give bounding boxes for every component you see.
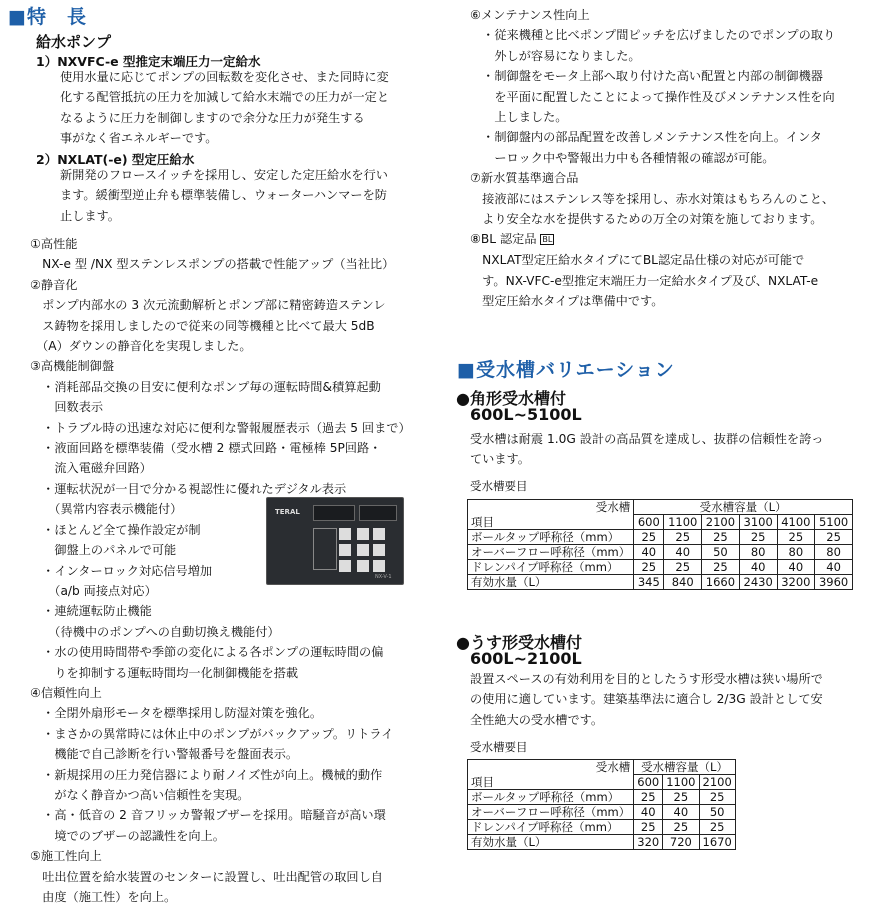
item2-line: 止します。 [60, 208, 120, 223]
row-label: ドレンパイプ呼称径（mm） [468, 820, 634, 835]
feature-line: 流入電磁弁回路） [30, 461, 152, 476]
feature-line: 機能で自己診断を行い警報番号を盤面表示。 [30, 747, 299, 762]
panel-brand: TERAL [275, 508, 300, 516]
panel-button [373, 544, 385, 556]
bl-label: ⑧BL 認定品 [470, 232, 537, 247]
row-label: ボールタップ呼称径（mm） [468, 790, 634, 805]
table-cell: 25 [702, 530, 740, 545]
row-label: オーバーフロー呼称径（mm） [468, 545, 634, 560]
panel-button [339, 528, 351, 540]
table-cell: 25 [699, 820, 735, 835]
feature-line: ポンプ内部水の 3 次元流動解析とポンプ部に精密鋳造ステンレ [30, 298, 386, 313]
feature-line: ⑦新水質基準適合品 [470, 171, 579, 186]
feature-line: 接液部にはステンレス等を採用し、赤水対策はもちろんのこと、 [470, 191, 835, 206]
table-cell: 25 [699, 790, 735, 805]
table-row [468, 530, 853, 545]
feature-line: りを抑制する運転時間均一化制御機能を搭載 [30, 665, 299, 680]
control-panel-image [266, 497, 404, 585]
feature-line: 吐出位置を給水装置のセンターに設置し、吐出配管の取回し自 [30, 869, 383, 884]
feature-line: ーロック中や警報出力中も各種情報の確認が可能。 [470, 150, 775, 165]
feature-line: 回数表示 [30, 400, 104, 415]
feature-line: 型定圧給水タイプは準備中です。 [470, 293, 664, 308]
table-cell: 320 [634, 835, 663, 850]
feature-line: ・制御盤内の部品配置を改善しメンテナンス性を向上。インタ [470, 130, 822, 145]
feature-line: ・制御盤をモータ上部へ取り付けた高い配置と内部の制御機器 [470, 69, 823, 84]
feature-line: NX-e 型 /NX 型ステンレスポンプの搭載で性能アップ（当社比） [30, 257, 395, 272]
item1-line: 化する配管抵抗の圧力を加減して給水末端での圧力が一定と [60, 90, 390, 105]
feature-line: より安全な水を提供するための万全の対策を施しております。 [470, 212, 823, 227]
row-label: ボールタップ呼称径（mm） [468, 530, 634, 545]
feature-line: ③高機能制御盤 [30, 359, 115, 374]
table-cell: 40 [777, 560, 815, 575]
feature-line: NXLAT型定圧給水タイプにてBL認定品仕様の対応が可能で [470, 253, 805, 268]
item1-line: 使用水量に応じてポンプの回転数を変化させ、また同時に変 [60, 70, 389, 84]
feature-line: ・液面回路を標準装備（受水槽 2 標式回路・電極棒 5P回路・ [30, 441, 382, 456]
header-capacity: 受水槽容量（L） [634, 760, 736, 775]
table-row [468, 820, 736, 835]
table-cell: 80 [815, 545, 853, 560]
tanks-title: ■受水槽バリエーション [457, 359, 675, 381]
table-cell: 25 [739, 530, 777, 545]
feature-line: 御盤上のパネルで可能 [30, 543, 177, 558]
features-list-right [470, 5, 835, 311]
header-item: 項目 [468, 515, 634, 530]
item1-line: 事がなく省エネルギーです。 [60, 131, 218, 146]
table-cell: 25 [634, 820, 663, 835]
table-cell: 25 [664, 530, 702, 545]
table-cell: 720 [663, 835, 699, 850]
table-cell: 1670 [699, 835, 735, 850]
feature-line: ⑥メンテナンス性向上 [470, 8, 590, 22]
feature-line: がなく静音かつ高い信頼性を実現。 [30, 787, 250, 802]
square-table-title: 受水槽要目 [470, 479, 528, 493]
desc-line: の使用に適しています。建築基準法に適合し 2/3G 設計として安 [470, 692, 823, 707]
table-cell: 1660 [702, 575, 740, 590]
panel-button [339, 544, 351, 556]
feature-line: ・まさかの異常時には休止中のポンプがバックアップ。リトライ [30, 726, 394, 741]
table-cell: 40 [663, 805, 699, 820]
bl-mark-icon: BL [542, 234, 553, 244]
table-cell: 25 [815, 530, 853, 545]
feature-line: 由度（施工性）を向上。 [30, 890, 177, 904]
feature-line: ・水の使用時間帯や季節の変化による各ポンプの運転時間の偏 [30, 645, 384, 660]
table-cell: 3960 [815, 575, 853, 590]
item2-line: ます。緩衝型逆止弁も標準装備し、ウォーターハンマーを防 [60, 188, 387, 203]
table-cell: 3200 [777, 575, 815, 590]
row-label: オーバーフロー呼称径（mm） [468, 805, 634, 820]
capacity-cell: 1100 [663, 775, 699, 790]
desc-line: ています。 [470, 452, 530, 467]
item2-line: 新開発のフロースイッチを採用し、安定した定圧給水を行い [60, 168, 388, 182]
row-label: 有効水量（L） [468, 575, 634, 590]
feature-line: ・新規採用の圧力発信器により耐ノイズ性が向上。機械的動作 [30, 767, 383, 782]
table-cell: 25 [663, 820, 699, 835]
feature-line: ②静音化 [30, 277, 78, 292]
feature-line: （a/b 両接点対応） [30, 583, 157, 598]
capacity-cell: 600 [634, 775, 663, 790]
capacity-cell: 1100 [664, 515, 702, 530]
feature-line: ・従来機種と比べポンプ間ピッチを広げましたのでポンプの取り [470, 28, 836, 43]
feature-line: ④信頼性向上 [30, 685, 102, 700]
thin-spec-table [467, 759, 736, 850]
table-cell: 2430 [739, 575, 777, 590]
table-cell: 25 [634, 560, 664, 575]
capacity-cell: 2100 [699, 775, 735, 790]
table-cell: 25 [663, 790, 699, 805]
table-row [468, 805, 736, 820]
panel-button [373, 528, 385, 540]
table-header-row [468, 775, 736, 790]
feature-line: す。NX-VFC-e型推定末端圧力一定給水タイプ及び、NXLAT-e [470, 273, 819, 288]
feature-line: ・全閉外扇形モータを標準採用し防湿対策を強化。 [30, 706, 323, 721]
header-item: 項目 [468, 775, 634, 790]
desc-line: 全性絶大の受水槽です。 [470, 712, 604, 727]
header-tank: 受水槽 [468, 760, 634, 775]
square-tank-heading: ●角形受水槽付 [456, 389, 566, 408]
table-cell: 50 [702, 545, 740, 560]
thin-table-title: 受水槽要目 [470, 740, 528, 754]
feature-line: ・消耗部品交換の目安に便利なポンプ毎の運転時間&積算起動 [30, 379, 381, 394]
table-row [468, 835, 736, 850]
panel-button [357, 560, 369, 572]
table-row [468, 545, 853, 560]
item2-title: 2）NXLAT(-e) 型定圧給水 [36, 152, 195, 167]
feature-line: （A）ダウンの静音化を実現しました。 [30, 339, 252, 354]
table-header-row [468, 760, 736, 775]
panel-button [357, 528, 369, 540]
feature-line: （待機中のポンプへの自動切換え機能付） [30, 624, 280, 639]
table-cell: 40 [739, 560, 777, 575]
feature-line: 外しが容易になりました。 [470, 48, 641, 63]
square-spec-table [467, 499, 853, 590]
header-tank: 受水槽 [468, 500, 634, 515]
table-cell: 50 [699, 805, 735, 820]
thin-tank-desc [470, 669, 823, 730]
table-cell: 40 [634, 545, 664, 560]
capacity-cell: 2100 [702, 515, 740, 530]
table-cell: 25 [634, 790, 663, 805]
desc-line: 受水槽は耐震 1.0G 設計の高品質を達成し、抜群の信頼性を誇っ [470, 432, 824, 446]
table-row [468, 560, 853, 575]
thin-tank-heading: ●うす形受水槽付 [456, 633, 582, 652]
features-title: ■特 長 [8, 6, 87, 28]
feature-line: ・トラブル時の迅速な対応に便利な警報履歴表示（過去 5 回まで） [30, 420, 411, 435]
feature-line: ・ほとんど全て操作設定が制 [30, 522, 201, 537]
row-label: 有効水量（L） [468, 835, 634, 850]
panel-button [357, 544, 369, 556]
feature-line: 上しました。 [470, 110, 568, 125]
item2-body [60, 165, 388, 226]
table-header-row [468, 515, 853, 530]
capacity-cell: 4100 [777, 515, 815, 530]
table-cell: 40 [634, 805, 663, 820]
feature-line: ・インターロック対応信号増加 [30, 563, 213, 578]
feature-line [470, 229, 835, 250]
table-cell: 80 [777, 545, 815, 560]
table-cell: 840 [664, 575, 702, 590]
feature-line: ①高性能 [30, 237, 78, 251]
table-cell: 25 [777, 530, 815, 545]
table-row [468, 575, 853, 590]
item1-body [60, 67, 389, 149]
feature-line: ・連続運転防止機能 [30, 604, 152, 619]
capacity-cell: 600 [634, 515, 664, 530]
table-cell: 40 [664, 545, 702, 560]
feature-line: ス鋳物を採用しましたので従来の同等機種と比べて最大 5dB [30, 318, 375, 333]
panel-button [339, 560, 351, 572]
table-cell: 345 [634, 575, 664, 590]
table-cell: 40 [815, 560, 853, 575]
panel-display [313, 505, 355, 521]
table-cell: 25 [664, 560, 702, 575]
square-tank-desc [470, 429, 823, 470]
capacity-cell: 5100 [815, 515, 853, 530]
feature-line: （異常内容表示機能付） [30, 502, 183, 517]
table-cell: 80 [739, 545, 777, 560]
square-tank-range: 600L~5100L [470, 405, 582, 424]
panel-button [373, 560, 385, 572]
thin-tank-range: 600L~2100L [470, 649, 582, 668]
panel-indicator-block [313, 528, 337, 570]
capacity-cell: 3100 [739, 515, 777, 530]
table-cell: 25 [634, 530, 664, 545]
row-label: ドレンパイプ呼称径（mm） [468, 560, 634, 575]
table-row [468, 790, 736, 805]
table-cell: 25 [702, 560, 740, 575]
feature-line: を平面に配置したことによって操作性及びメンテナンス性を向 [470, 89, 835, 104]
header-capacity: 受水槽容量（L） [634, 500, 853, 515]
pump-heading: 給水ポンプ [36, 33, 112, 51]
item1-line: なるように圧力を制御しますので余分な圧力が発生する [60, 110, 365, 125]
panel-display-2 [359, 505, 397, 521]
feature-line: 境でのブザーの認識性を向上。 [30, 828, 225, 843]
panel-model: NX-V-1 [375, 574, 392, 580]
table-header-row [468, 500, 853, 515]
item1-title: 1）NXVFC-e 型推定末端圧力一定給水 [36, 54, 261, 69]
feature-line: ⑤施工性向上 [30, 849, 102, 864]
feature-line: ・高・低音の 2 音フリッカ警報ブザーを採用。暗騒音が高い環 [30, 808, 386, 823]
desc-line: 設置スペースの有効利用を目的としたうす形受水槽は狭い場所で [470, 672, 823, 686]
feature-line: ・運転状況が一目で分かる視認性に優れたデジタル表示 [30, 481, 347, 496]
